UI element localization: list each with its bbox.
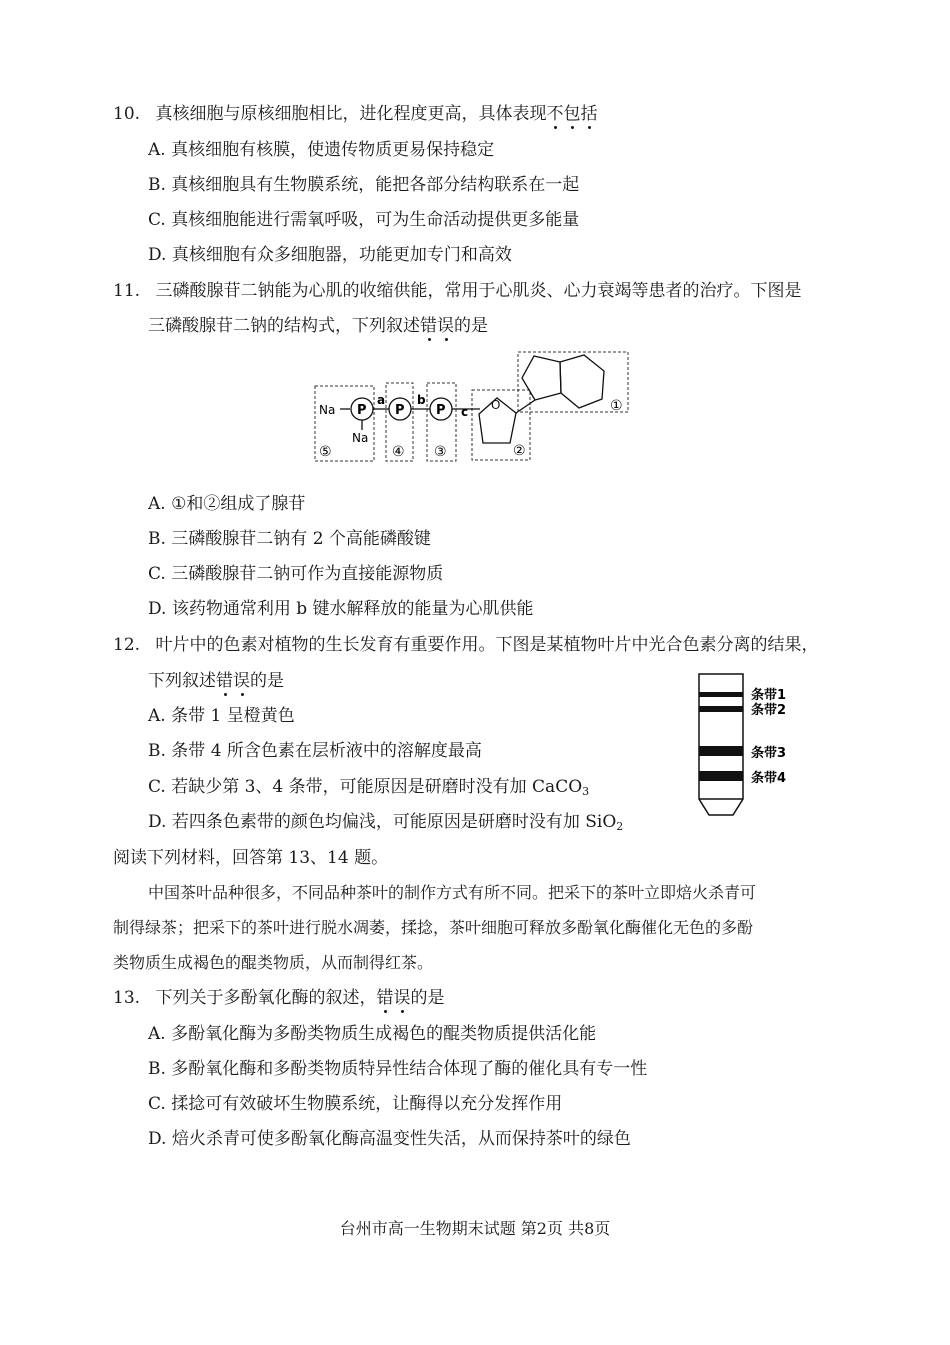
emphasis-char: 不 bbox=[546, 104, 564, 124]
q10-option-b: B. 真核细胞具有生物膜系统，能把各部分结构联系在一起 bbox=[148, 175, 580, 195]
page-footer: 台州市高一生物期末试题 第2页 共8页 bbox=[339, 1219, 611, 1238]
ribose-oxygen: O bbox=[491, 398, 501, 412]
material-line-1: 中国茶叶品种很多，不同品种茶叶的制作方式有所不同。把采下的茶叶立即焙火杀青可 bbox=[148, 883, 757, 902]
q11-stem-text-3: 的是 bbox=[454, 316, 488, 336]
q12-option-b: B. 条带 4 所含色素在层析液中的溶解度最高 bbox=[148, 741, 482, 761]
na-left: Na bbox=[319, 403, 336, 417]
label-circle-4: ④ bbox=[392, 444, 405, 460]
q13-option-a: A. 多酚氧化酶为多酚类物质生成褐色的醌类物质提供活化能 bbox=[148, 1024, 597, 1044]
material-intro: 阅读下列材料，回答第 13、14 题。 bbox=[113, 848, 389, 868]
q12-option-c-text: C. 若缺少第 3、4 条带，可能原因是研磨时没有加 CaCO bbox=[148, 777, 583, 797]
q11-number: 11. bbox=[113, 281, 141, 301]
emphasis-char: 错 bbox=[420, 316, 437, 336]
q11-option-c: C. 三磷酸腺苷二钠可作为直接能源物质 bbox=[148, 564, 444, 584]
q10-stem bbox=[113, 103, 597, 125]
q10-number: 10. bbox=[113, 104, 141, 124]
q13-stem bbox=[113, 987, 444, 1009]
emphasis-char: 错 bbox=[376, 988, 394, 1008]
q11-option-b: B. 三磷酸腺苷二钠有 2 个高能磷酸键 bbox=[148, 529, 431, 549]
emphasis-char: 误 bbox=[233, 671, 250, 691]
q12-stem-text-2: 下列叙述 bbox=[148, 671, 216, 691]
q12-number: 12. bbox=[113, 635, 141, 655]
q13-option-d: D. 焙火杀青可使多酚氧化酶高温变性失活，从而保持茶叶的绿色 bbox=[148, 1129, 631, 1149]
q11-option-a: A. ①和②组成了腺苷 bbox=[148, 494, 306, 514]
q11-stem-text-2: 三磷酸腺苷二钠的结构式，下列叙述 bbox=[148, 316, 420, 336]
q11-option-d: D. 该药物通常利用 b 键水解释放的能量为心肌供能 bbox=[148, 599, 534, 619]
emphasis-char: 错 bbox=[216, 671, 233, 691]
material-line-2: 制得绿茶；把采下的茶叶进行脱水凋萎，揉捻，茶叶细胞可释放多酚氧化酶催化无色的多酚 bbox=[113, 918, 754, 937]
q12-stem-line1 bbox=[113, 634, 818, 656]
band-2 bbox=[699, 706, 743, 712]
material-line-3: 类物质生成褐色的醌类物质，从而制得红茶。 bbox=[113, 953, 434, 972]
q13-stem-emphasis bbox=[376, 988, 410, 1008]
p-label-1: P bbox=[357, 403, 367, 418]
band-4 bbox=[699, 771, 743, 781]
emphasis-char: 误 bbox=[437, 316, 454, 336]
q12-stem-emphasis bbox=[216, 671, 250, 691]
q11-stem-emphasis bbox=[420, 316, 454, 336]
emphasis-char: 误 bbox=[393, 988, 411, 1008]
q11-stem-line1 bbox=[113, 280, 801, 302]
chromatography-strip-figure bbox=[690, 670, 800, 820]
q13-option-c: C. 揉捻可有效破坏生物膜系统，让酶得以充分发挥作用 bbox=[148, 1094, 563, 1114]
band-label-4: 条带4 bbox=[751, 771, 787, 786]
q12-option-d-subscript: 2 bbox=[616, 820, 624, 833]
label-circle-5: ⑤ bbox=[319, 444, 332, 460]
p-label-3: P bbox=[436, 403, 446, 418]
q13-number: 13. bbox=[113, 988, 141, 1008]
q12-option-c-subscript: 3 bbox=[582, 785, 590, 798]
band-label-3: 条带3 bbox=[751, 746, 787, 761]
q13-stem-text-2: 的是 bbox=[410, 988, 445, 1008]
q12-stem-text-3: 的是 bbox=[250, 671, 284, 691]
emphasis-char: 括 bbox=[580, 104, 598, 124]
bond-c: c bbox=[461, 405, 469, 419]
band-label-2: 条带2 bbox=[751, 703, 787, 718]
q11-stem-text-1: 三磷酸腺苷二钠能为心肌的收缩供能，常用于心肌炎、心力衰竭等患者的治疗。下图是 bbox=[155, 281, 802, 301]
q12-option-d bbox=[148, 811, 623, 838]
p-label-2: P bbox=[395, 403, 405, 418]
q10-option-a: A. 真核细胞有核膜，使遗传物质更易保持稳定 bbox=[148, 140, 495, 160]
bond-b: b bbox=[417, 393, 426, 407]
q13-stem-text: 下列关于多酚氧化酶的叙述， bbox=[155, 988, 377, 1008]
na-bottom: Na bbox=[352, 431, 369, 445]
q12-option-d-text: D. 若四条色素带的颜色均偏浅，可能原因是研磨时没有加 SiO bbox=[148, 812, 617, 832]
q10-option-c: C. 真核细胞能进行需氧呼吸，可为生命活动提供更多能量 bbox=[148, 210, 580, 230]
band-label-1: 条带1 bbox=[751, 688, 787, 703]
q10-option-d: D. 真核细胞有众多细胞器，功能更加专门和高效 bbox=[148, 245, 512, 265]
q10-stem-text: 真核细胞与原核细胞相比，进化程度更高，具体表现 bbox=[155, 104, 547, 124]
bond-a: a bbox=[377, 393, 386, 407]
label-circle-3: ③ bbox=[434, 444, 447, 460]
q12-option-a: A. 条带 1 呈橙黄色 bbox=[148, 706, 295, 726]
label-circle-2: ② bbox=[513, 443, 526, 459]
emphasis-char: 包 bbox=[563, 104, 581, 124]
atp-structure-figure bbox=[300, 345, 640, 470]
q12-option-c bbox=[148, 776, 589, 803]
band-3 bbox=[699, 746, 743, 756]
base-ring-five bbox=[522, 356, 561, 400]
band-1 bbox=[699, 692, 743, 697]
q11-stem-line2 bbox=[148, 315, 488, 337]
q13-option-b: B. 多酚氧化酶和多酚类物质特异性结合体现了酶的催化具有专一性 bbox=[148, 1059, 648, 1079]
base-ring-six bbox=[560, 355, 604, 408]
q12-stem-line2 bbox=[148, 670, 284, 692]
q10-stem-emphasis bbox=[546, 104, 597, 124]
q12-stem-text-1: 叶片中的色素对植物的生长发育有重要作用。下图是某植物叶片中光合色素分离的结果， bbox=[155, 635, 819, 655]
label-circle-1: ① bbox=[610, 398, 623, 414]
